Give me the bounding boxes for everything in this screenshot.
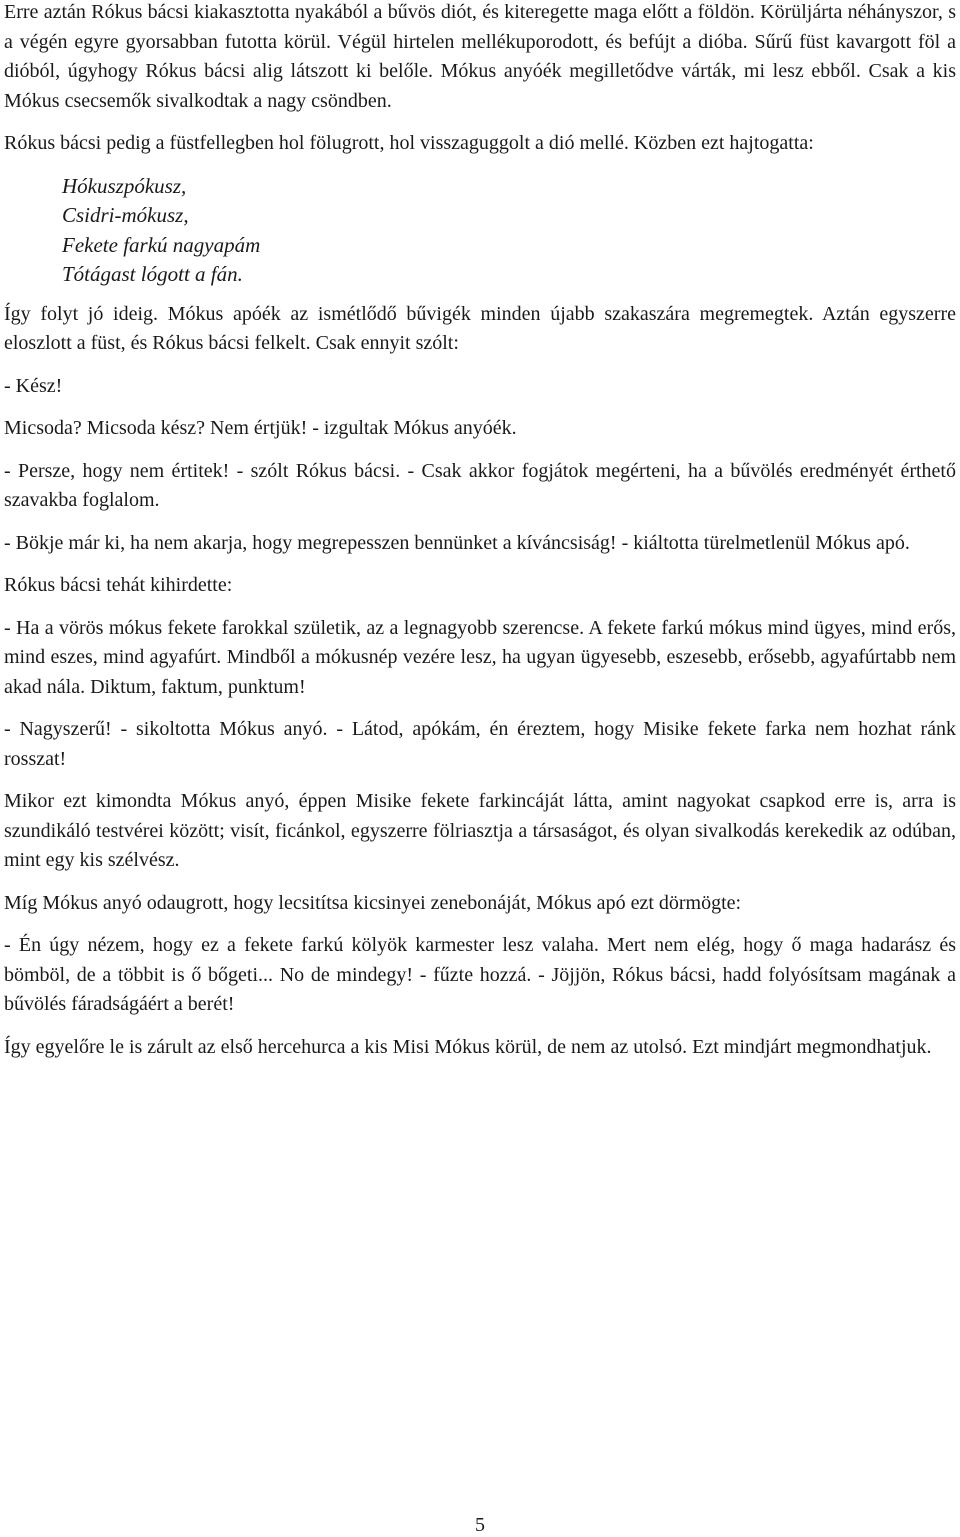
paragraph-5: Micsoda? Micsoda kész? Nem értjük! - izgultak Mókus anyóék. <box>4 417 517 439</box>
poem-line-3: Fekete farkú nagyapám <box>62 232 261 257</box>
paragraph-9: - Ha a vörös mókus fekete farokkal születik, az a legnagyobb szerencse. A fekete farkú mókus mind ügyes, mind erős, mind eszes, mind agyafúrt. Mindből a mókusnép vezére lesz, ha ugyan ügyesebb, eszesebb, erősebb, agyafúrtabb nem akad nála. Diktum, faktum, punktum! <box>4 616 956 698</box>
paragraph-6: - Persze, hogy nem értitek! - szólt Rókus bácsi. - Csak akkor fogjátok megérteni, ha a bűvölés eredményét érthető szavakba foglalom. <box>4 459 956 511</box>
poem-line-1: Hókuszpókusz, <box>62 173 187 198</box>
paragraph-7: - Bökje már ki, ha nem akarja, hogy megrepesszen bennünket a kíváncsiság! - kiáltotta türelmetlenül Mókus apó. <box>4 531 910 554</box>
page-number: 5 <box>475 1514 485 1536</box>
paragraph-1: Erre aztán Rókus bácsi kiakasztotta nyakából a bűvös diót, és kiteregette maga előtt a földön. Körüljárta néhányszor, s a végén egyre gyorsabban futotta körül. Végül hirtelen mellékuporodott, és befújt a dióba. Sűrű füst kavargott föl a dióból, úgyhogy Rókus bácsi alig látszott ki belőle. Mókus anyóék megilletődve várták, mi lesz ebből. Csak a kis Mókus csecsemők sivalkodtak a nagy csöndben. <box>4 1 956 112</box>
paragraph-14: Így egyelőre le is zárult az első hercehurca a kis Misi Mókus körül, de nem az utolsó. Ezt mindjárt megmondhatjuk. <box>4 1035 932 1058</box>
poem-line-4: Tótágast lógott a fán. <box>62 262 243 286</box>
poem-block <box>62 172 956 290</box>
paragraph-10: - Nagyszerű! - sikoltotta Mókus anyó. - Látod, apókám, én éreztem, hogy Misike fekete farka nem hozhat ránk rosszat! <box>4 718 956 770</box>
paragraph-13: - Én úgy nézem, hogy ez a fekete farkú kölyök karmester lesz valaha. Mert nem elég, hogy ő maga hadarász és bömböl, de a többit is ő bőgeti... No de mindegy! - fűzte hozzá. - Jöjjön, Rókus bácsi, hadd folyósítsam magának a bűvölés fáradságáért a berét! <box>4 934 956 1015</box>
paragraph-8: Rókus bácsi tehát kihirdette: <box>4 574 233 596</box>
paragraph-11: Mikor ezt kimondta Mókus anyó, éppen Misike fekete farkincáját látta, amint nagyokat csapkod erre is, arra is szundikáló testvérei között; visít, ficánkol, egyszerre fölriasztja a társaságot, és olyan sivalkodás kerekedik az odúban, mint egy kis szélvész. <box>4 790 956 871</box>
document-page <box>4 0 956 1075</box>
paragraph-2: Rókus bácsi pedig a füstfellegben hol fölugrott, hol visszaguggolt a dió mellé. Közben ezt hajtogatta: <box>4 132 814 154</box>
paragraph-3: Így folyt jó ideig. Mókus apóék az ismétlődő bűvigék minden újabb szakaszára megremegtek. Aztán egyszerre eloszlott a füst, és Rókus bácsi felkelt. Csak ennyit szólt: <box>4 302 956 354</box>
poem-line-2: Csidri-mókusz, <box>62 203 189 227</box>
paragraph-12: Míg Mókus anyó odaugrott, hogy lecsitítsa kicsinyei zenebonáját, Mókus apó ezt dörmögte: <box>4 891 742 914</box>
paragraph-4: - Kész! <box>4 374 63 397</box>
